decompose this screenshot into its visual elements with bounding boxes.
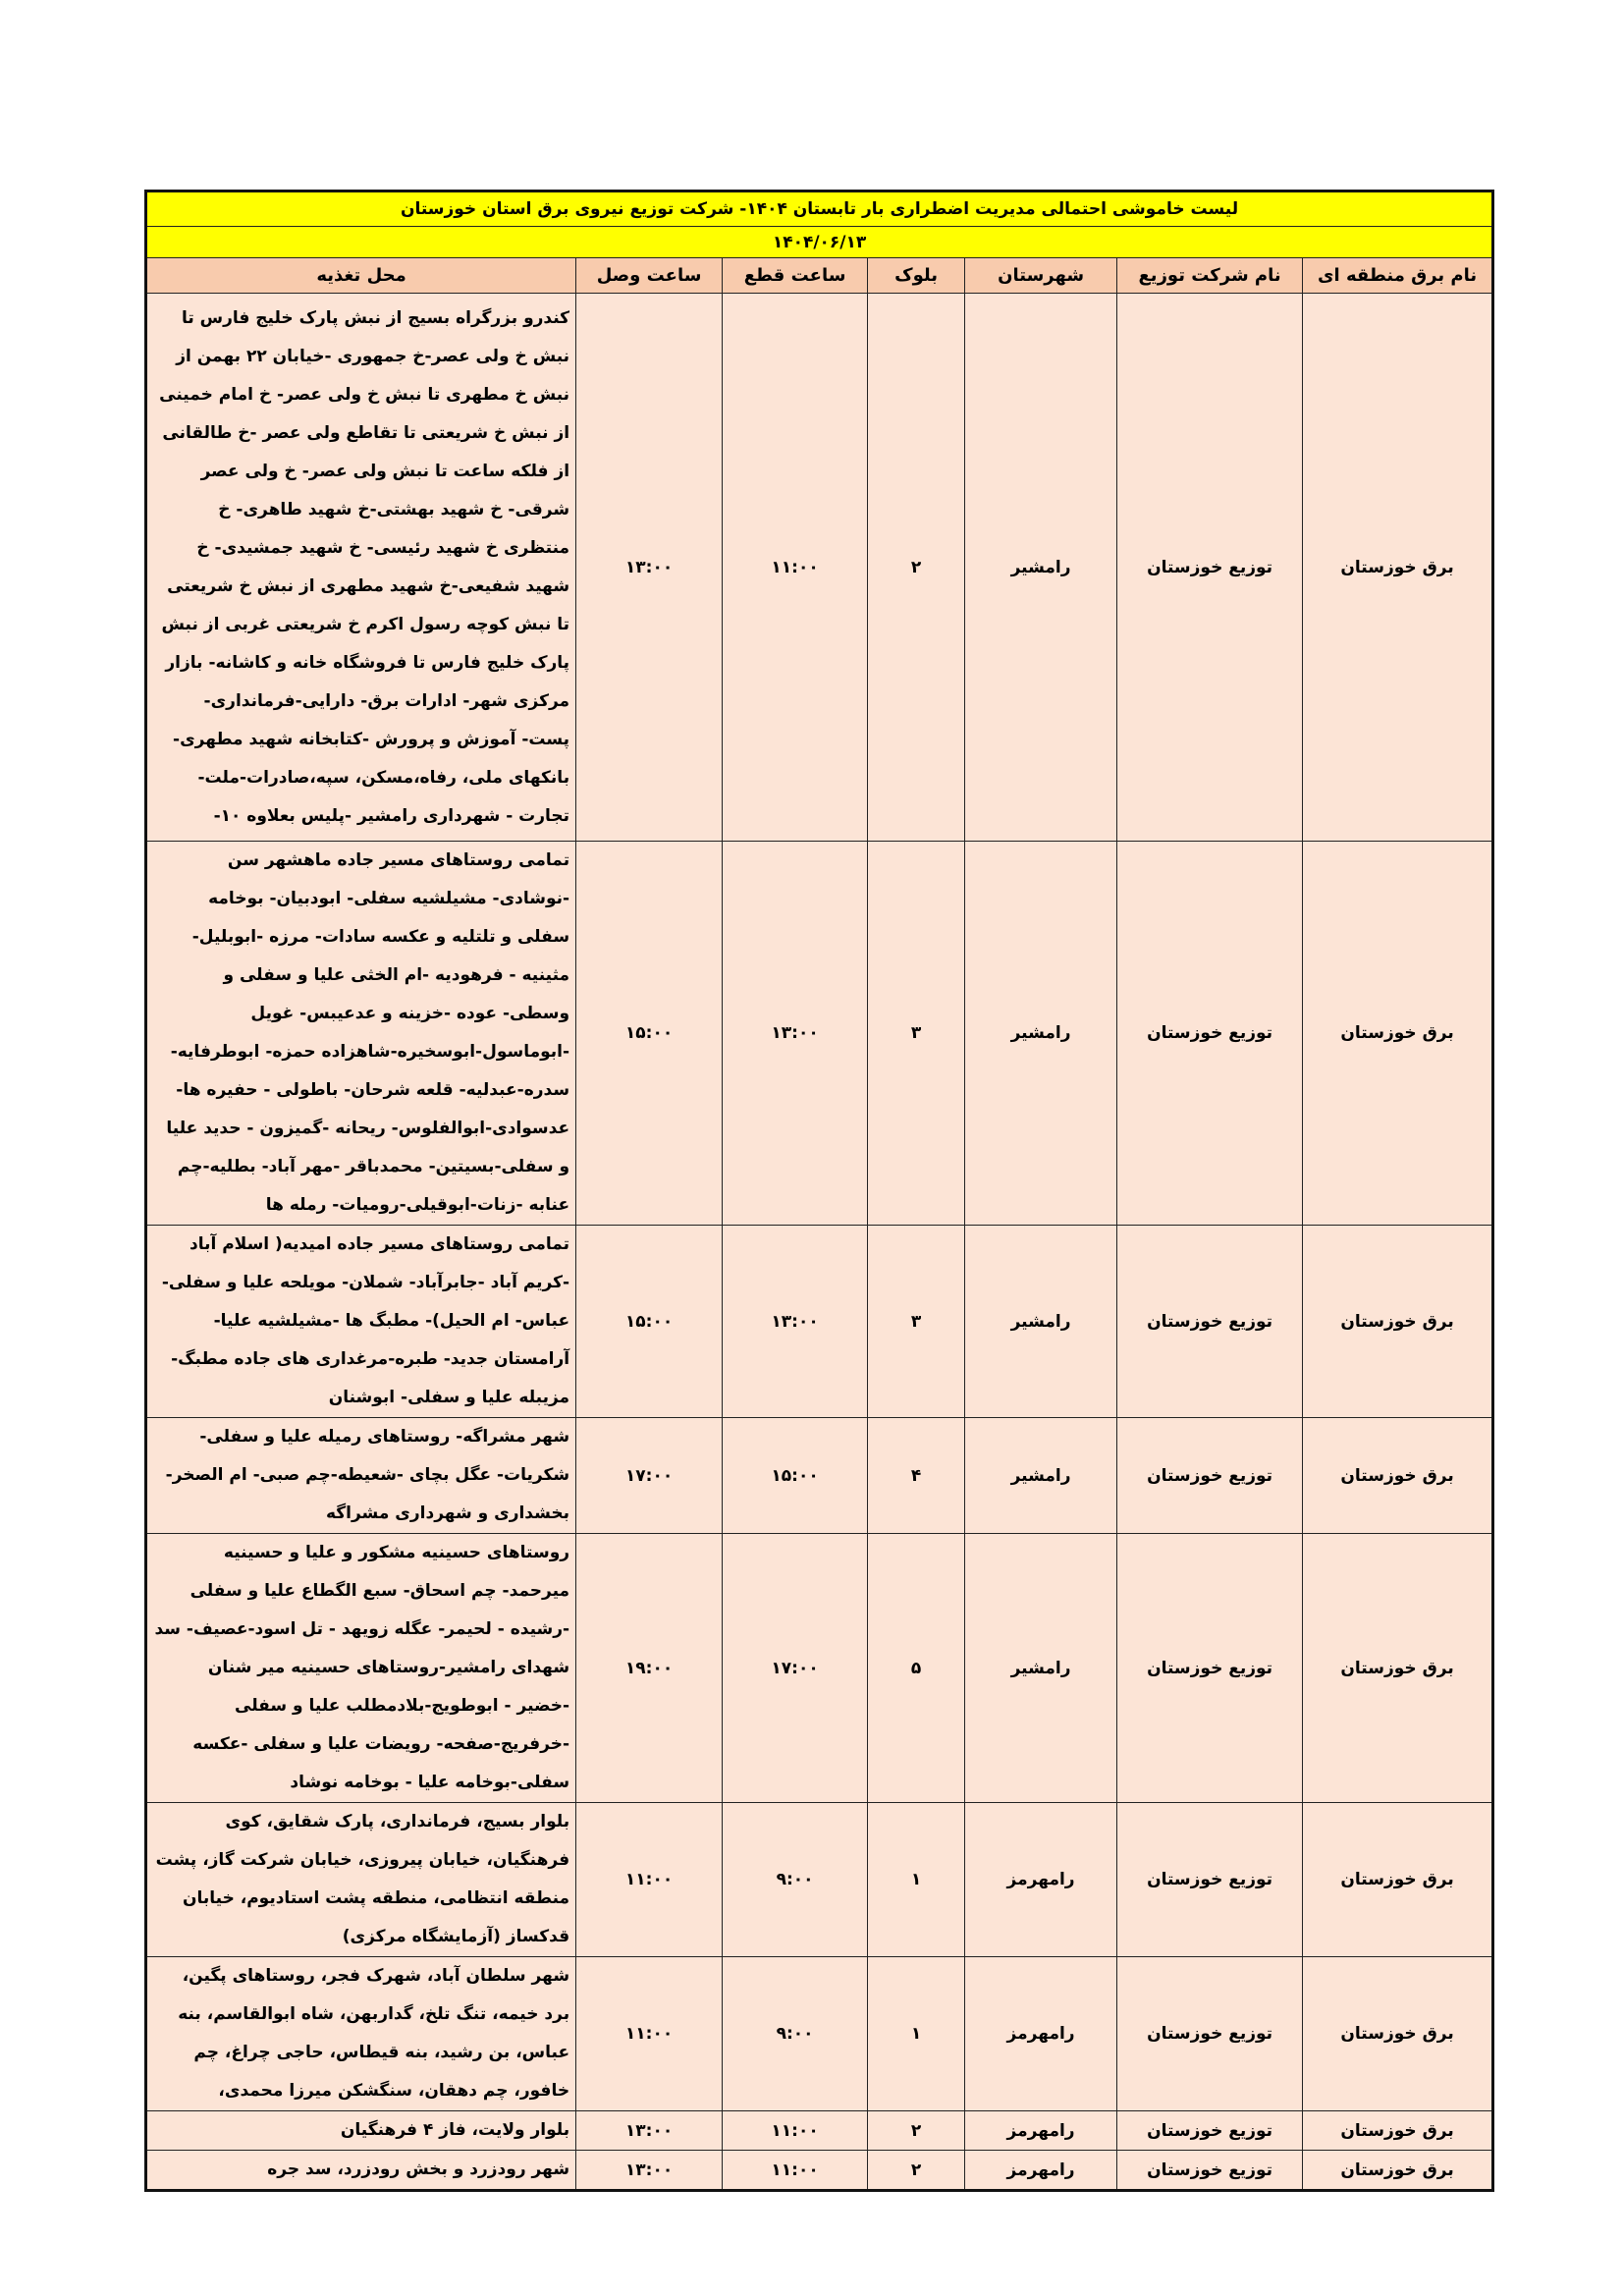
column-header-block: بلوک	[868, 258, 965, 294]
cell-cut-time: ۱۳:۰۰	[723, 842, 868, 1226]
cell-connect-time: ۱۷:۰۰	[576, 1418, 723, 1534]
cell-city: رامهرمز	[965, 2111, 1117, 2151]
date-row	[146, 227, 1493, 258]
cell-connect-time: ۱۳:۰۰	[576, 294, 723, 842]
cell-company: توزیع خوزستان	[1117, 842, 1303, 1226]
cell-cut-time: ۹:۰۰	[723, 1803, 868, 1957]
cell-city: رامشیر	[965, 294, 1117, 842]
column-header-region: نام برق منطقه ای	[1303, 258, 1493, 294]
cell-city: رامهرمز	[965, 1803, 1117, 1957]
table-row	[146, 842, 1493, 1226]
cell-cut-time: ۱۵:۰۰	[723, 1418, 868, 1534]
cell-block: ۲	[868, 2151, 965, 2191]
cell-area: کندرو بزرگراه بسیج از نبش پارک خلیج فارس تا نبش خ ولی عصر-خ جمهوری -خیابان ۲۲ بهمن از نبش خ مطهری تا نبش خ ولی عصر- خ امام خمینی از نبش خ شریعتی تا تقاطع ولی عصر -خ طالقانی از فلکه ساعت تا نبش ولی عصر- خ ولی عصر شرقی- خ شهید بهشتی-خ شهید طاهری- خ منتظری خ شهید رئیسی- خ شهید جمشیدی- خ شهید شفیعی-خ شهید مطهری از نبش خ شریعتی تا نبش کوچه رسول اکرم خ شریعتی غربی از نبش پارک خلیج فارس تا فروشگاه خانه و کاشانه- بازار مرکزی شهر- ادارات برق- دارایی-فرمانداری- پست- آموزش و پرورش -کتابخانه شهید مطهری- بانکهای ملی، رفاه،مسکن، سپه،صادرات-ملت- تجارت - شهرداری رامشیر -پلیس بعلاوه ۱۰-	[146, 294, 576, 842]
cell-connect-time: ۱۵:۰۰	[576, 1226, 723, 1418]
cell-connect-time: ۱۳:۰۰	[576, 2111, 723, 2151]
cell-city: رامشیر	[965, 1418, 1117, 1534]
cell-area: روستاهای حسینیه مشکور و علیا و حسینیه میرحمد- چم اسحاق- سبع الگطاع علیا و سفلی -رشیده - لحیمر- عگله زویهد - تل اسود-عصیف- سد شهدای رامشیر-روستاهای حسینیه میر شنان -خضیر - ابوطویج-بلادمطلب علیا و سفلی -خرفریج-صفحه- رویضات علیا و سفلی -عکسه سفلی-بوخامه علیا - بوخامه نوشاد	[146, 1534, 576, 1803]
cell-city: رامهرمز	[965, 1957, 1117, 2111]
cell-connect-time: ۱۱:۰۰	[576, 1957, 723, 2111]
table-row	[146, 1226, 1493, 1418]
cell-cut-time: ۱۱:۰۰	[723, 2111, 868, 2151]
cell-region: برق خوزستان	[1303, 1803, 1493, 1957]
cell-connect-time: ۱۹:۰۰	[576, 1534, 723, 1803]
cell-connect-time: ۱۵:۰۰	[576, 842, 723, 1226]
cell-company: توزیع خوزستان	[1117, 1957, 1303, 2111]
cell-region: برق خوزستان	[1303, 1226, 1493, 1418]
cell-connect-time: ۱۱:۰۰	[576, 1803, 723, 1957]
cell-area: بلوار بسیج، فرمانداری، پارک شقایق، کوی فرهنگیان، خیابان پیروزی، خیابان شرکت گاز، پشت منطقه انتظامی، منطقه پشت استادیوم، خیابان قدکساز (آزمایشگاه مرکزی)	[146, 1803, 576, 1957]
table-row	[146, 1418, 1493, 1534]
cell-region: برق خوزستان	[1303, 1957, 1493, 2111]
cell-company: توزیع خوزستان	[1117, 294, 1303, 842]
column-header-company: نام شرکت توزیع	[1117, 258, 1303, 294]
cell-region: برق خوزستان	[1303, 1418, 1493, 1534]
blackout-schedule-table	[144, 190, 1494, 2192]
table-row	[146, 1803, 1493, 1957]
cell-area: بلوار ولایت، فاز ۴ فرهنگیان	[146, 2111, 576, 2151]
cell-area: شهر سلطان آباد، شهرک فجر، روستاهای پگین، برد خیمه، تنگ تلخ، گداربهن، شاه ابوالقاسم، بنه عباس، بن رشید، بنه قیطاس، حاجی چراغ، چم خافور، چم دهقان، سنگشکن میرزا محمدی،	[146, 1957, 576, 2111]
cell-block: ۵	[868, 1534, 965, 1803]
cell-company: توزیع خوزستان	[1117, 1803, 1303, 1957]
table-date: ۱۴۰۴/۰۶/۱۳	[146, 227, 1493, 258]
cell-connect-time: ۱۳:۰۰	[576, 2151, 723, 2191]
table-row	[146, 294, 1493, 842]
cell-area: تمامی روستاهای مسیر جاده ماهشهر سن -نوشادی- مشیلشیه سفلی- ابودبیان- بوخامه سفلی و تلتلیه و عکسه سادات- مرزه -ابوبلیل- مثینیه - فرهودیه -ام الخثی علیا و سفلی و وسطی- عوده -خزینه و عدعیبس- غویل -ابوماسول-ابوسخیره-شاهزاده حمزه- ابوطرفایه-سدره-عبدلیه- قلعه شرحان- باطولی - حفیره ها-عدسوادی-ابوالفلوس- ریحانه -گمیزون - حدید علیا و سفلی-بسیتین- محمدباقر -مهر آباد- بطلیه-چم عنابه -زنات-ابوقیلی-رومیات- رمله ها	[146, 842, 576, 1226]
cell-region: برق خوزستان	[1303, 2111, 1493, 2151]
cell-block: ۲	[868, 294, 965, 842]
cell-area: شهر مشراگه- روستاهای رمیله علیا و سفلی-شکریات- عگل بچای -شعیطه-چم صبی- ام الصخر- بخشداری و شهرداری مشراگه	[146, 1418, 576, 1534]
cell-company: توزیع خوزستان	[1117, 1418, 1303, 1534]
cell-city: رامشیر	[965, 1226, 1117, 1418]
cell-region: برق خوزستان	[1303, 294, 1493, 842]
cell-cut-time: ۱۳:۰۰	[723, 1226, 868, 1418]
cell-cut-time: ۱۱:۰۰	[723, 2151, 868, 2191]
title-row	[146, 191, 1493, 227]
header-row	[146, 258, 1493, 294]
cell-block: ۳	[868, 1226, 965, 1418]
cell-company: توزیع خوزستان	[1117, 2151, 1303, 2191]
cell-city: رامشیر	[965, 842, 1117, 1226]
cell-city: رامشیر	[965, 1534, 1117, 1803]
cell-block: ۴	[868, 1418, 965, 1534]
cell-region: برق خوزستان	[1303, 1534, 1493, 1803]
table-row	[146, 1957, 1493, 2111]
cell-cut-time: ۹:۰۰	[723, 1957, 868, 2111]
cell-region: برق خوزستان	[1303, 842, 1493, 1226]
table-title: لیست خاموشی احتمالی مدیریت اضطراری بار تابستان ۱۴۰۴- شرکت توزیع نیروی برق استان خوزستان	[146, 191, 1493, 227]
cell-area: شهر رودزرد و بخش رودزرد، سد جره	[146, 2151, 576, 2191]
table-row	[146, 1534, 1493, 1803]
cell-company: توزیع خوزستان	[1117, 1226, 1303, 1418]
column-header-area: محل تغذیه	[146, 258, 576, 294]
cell-cut-time: ۱۱:۰۰	[723, 294, 868, 842]
cell-block: ۲	[868, 2111, 965, 2151]
cell-block: ۱	[868, 1957, 965, 2111]
table-row	[146, 2151, 1493, 2191]
cell-company: توزیع خوزستان	[1117, 2111, 1303, 2151]
cell-block: ۱	[868, 1803, 965, 1957]
table-row	[146, 2111, 1493, 2151]
cell-area: تمامی روستاهای مسیر جاده امیدیه( اسلام آباد -کریم آباد -جابرآباد- شملان- مویلحه علیا و سفلی- عباس- ام الحیل)- مطبگ ها -مشیلشیه علیا-آرامستان جدید- طبره-مرغداری های جاده مطبگ-مزیبله علیا و سفلی- ابوشنان	[146, 1226, 576, 1418]
column-header-connect-time: ساعت وصل	[576, 258, 723, 294]
cell-region: برق خوزستان	[1303, 2151, 1493, 2191]
cell-city: رامهرمز	[965, 2151, 1117, 2191]
column-header-city: شهرستان	[965, 258, 1117, 294]
cell-company: توزیع خوزستان	[1117, 1534, 1303, 1803]
cell-cut-time: ۱۷:۰۰	[723, 1534, 868, 1803]
column-header-cut-time: ساعت قطع	[723, 258, 868, 294]
cell-block: ۳	[868, 842, 965, 1226]
